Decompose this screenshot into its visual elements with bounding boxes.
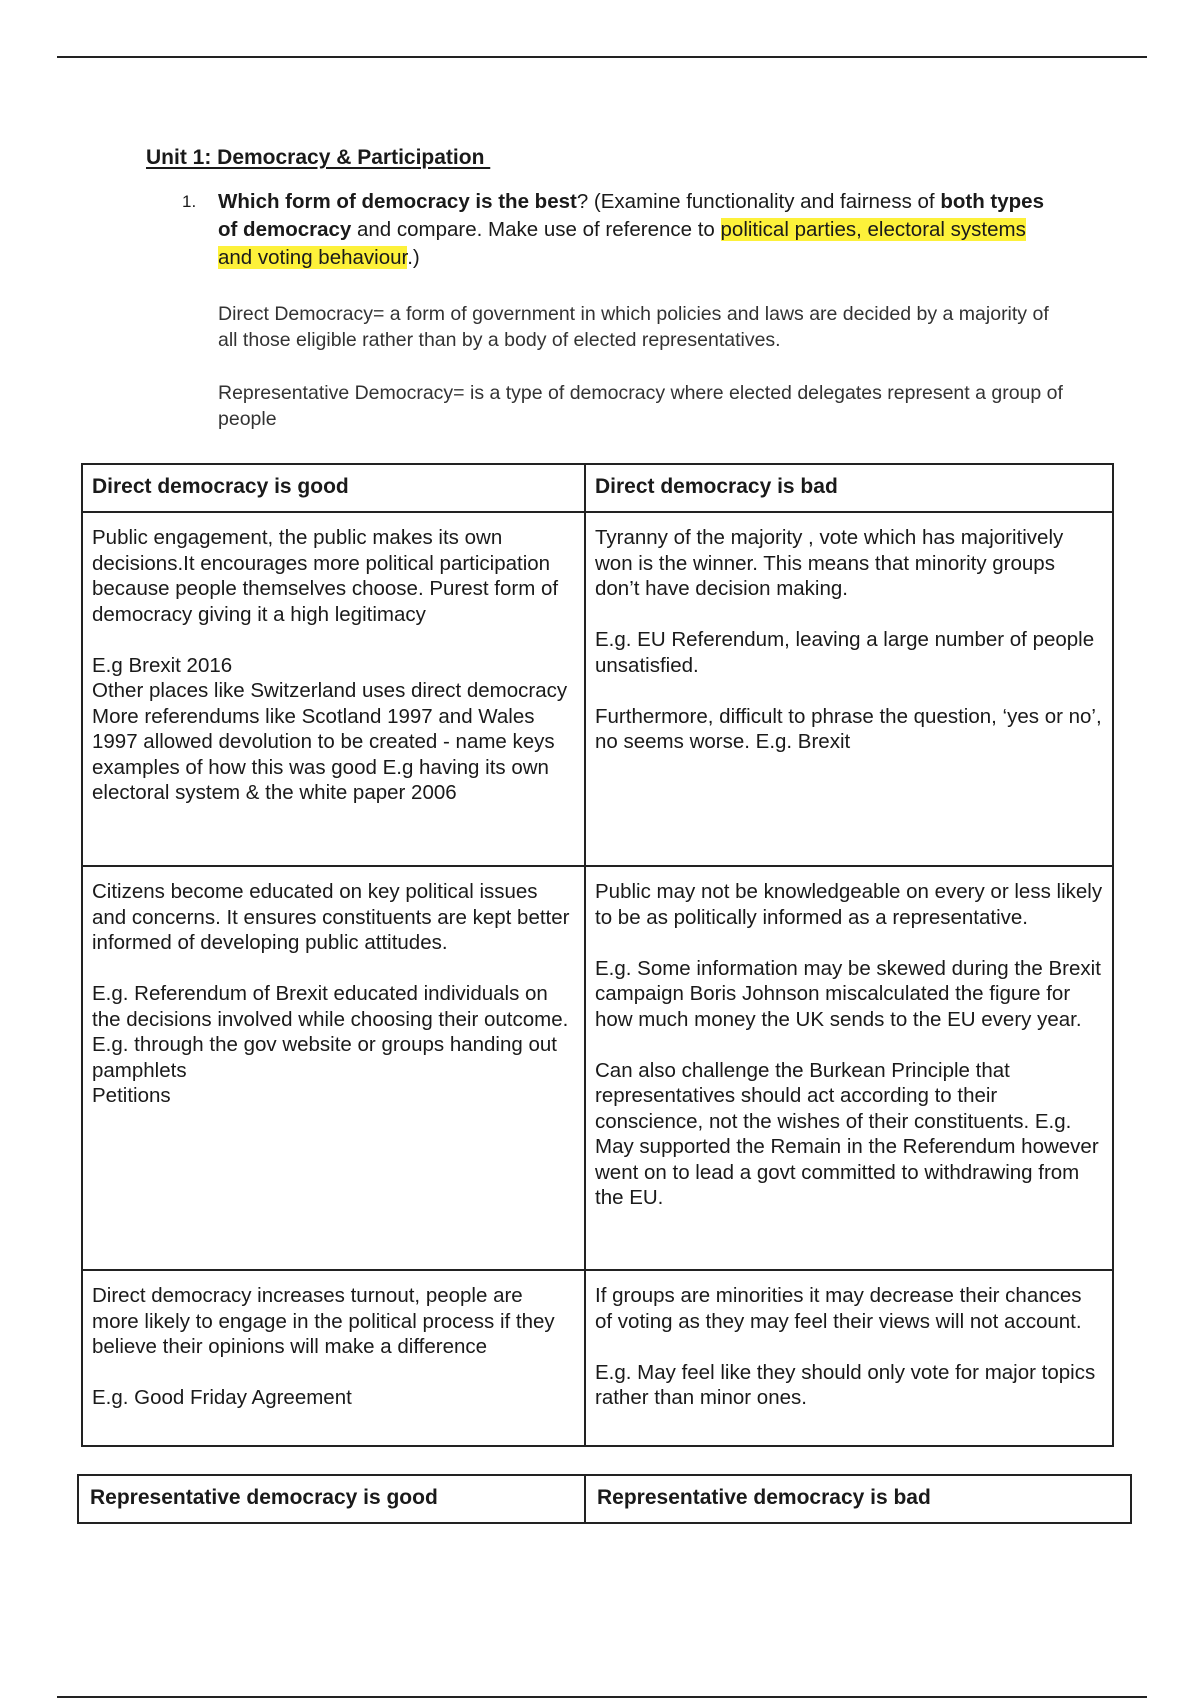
question-item bbox=[182, 188, 1062, 272]
table-row bbox=[82, 512, 1113, 866]
cell-good bbox=[82, 512, 585, 866]
cell-good bbox=[82, 866, 585, 1270]
question-text-1: ? (Examine functionality and fairness of bbox=[576, 190, 941, 213]
cell-paragraph: Public may not be knowledgeable on every or less likely to be as politically informed as a representative. bbox=[595, 880, 1103, 929]
question-bold-1: Which form of democracy is the best bbox=[218, 190, 577, 213]
cell-paragraph: E.g Brexit 2016 bbox=[92, 653, 233, 677]
paragraph-gap bbox=[595, 602, 1103, 628]
header-bad: Representative democracy is bad bbox=[585, 1475, 1131, 1523]
paragraph-gap bbox=[595, 1032, 1103, 1058]
cell-paragraph: Tyranny of the majority , vote which has majoritively won is the winner. This means that minority groups don’t have decision making. bbox=[595, 526, 1064, 600]
question-highlight: political parties, electoral systems and voting behaviour bbox=[218, 218, 1026, 269]
paragraph-gap bbox=[595, 930, 1103, 956]
cell-paragraph: E.g. Good Friday Agreement bbox=[92, 1386, 352, 1409]
cell-paragraph: If groups are minorities it may decrease their chances of voting as they may feel their views will not account. bbox=[595, 1284, 1082, 1333]
question-number: 1. bbox=[182, 192, 197, 211]
question-bold-2: both types of democracy bbox=[218, 190, 1044, 241]
cell-bad bbox=[585, 1270, 1113, 1446]
cell-paragraph: E.g. Some information may be skewed during the Brexit campaign Boris Johnson miscalculated the figure for how much money the UK sends to the EU every year. bbox=[595, 956, 1101, 1031]
cell-paragraph: Citizens become educated on key political issues and concerns. It ensures constituents are kept better informed of developing public attitudes. bbox=[92, 880, 570, 954]
definition-direct: Direct Democracy= a form of government in which policies and laws are decided by a majority of all those eligible rather than by a body of elected representatives. bbox=[218, 303, 1049, 351]
header-good: Representative democracy is good bbox=[78, 1475, 585, 1523]
paragraph-gap bbox=[92, 1360, 575, 1386]
question-text-end: .) bbox=[407, 246, 420, 269]
bottom-divider bbox=[57, 1696, 1147, 1698]
cell-paragraph: Petitions bbox=[92, 1084, 171, 1107]
paragraph-gap bbox=[92, 956, 575, 982]
representative-democracy-table bbox=[77, 1474, 1132, 1524]
paragraph-gap bbox=[92, 627, 575, 653]
question-text bbox=[218, 188, 1062, 272]
cell-bad bbox=[585, 512, 1113, 866]
cell-good bbox=[82, 1270, 585, 1446]
cell-bad bbox=[585, 866, 1113, 1270]
question-text-2: and compare. Make use of reference to bbox=[351, 218, 721, 241]
cell-paragraph: More referendums like Scotland 1997 and Wales 1997 allowed devolution to be created - name keys examples of how this was good E.g having its own electoral system & the white paper 2006 bbox=[92, 704, 555, 804]
table-header-row bbox=[82, 464, 1113, 512]
cell-paragraph: Public engagement, the public makes its own decisions.It encourages more political participation because people themselves choose. Purest form of democracy giving it a high legitimacy bbox=[92, 526, 559, 626]
unit-title: Unit 1: Democracy & Participation bbox=[146, 146, 491, 169]
table-header-row bbox=[78, 1475, 1131, 1523]
cell-paragraph: Furthermore, difficult to phrase the question, ‘yes or no’, no seems worse. E.g. Brexit bbox=[595, 704, 1102, 753]
cell-paragraph: Other places like Switzerland uses direct democracy bbox=[92, 679, 568, 702]
direct-democracy-table bbox=[81, 463, 1114, 1447]
cell-paragraph: Can also challenge the Burkean Principle that representatives should act according to their conscience, not the wishes of their constituents. E.g. May supported the Remain in the Referendum however went on to lead a govt committed to withdrawing from the EU. bbox=[595, 1058, 1099, 1209]
paragraph-gap bbox=[595, 678, 1103, 704]
cell-paragraph: E.g. EU Referendum, leaving a large number of people unsatisfied. bbox=[595, 628, 1095, 677]
top-divider bbox=[57, 56, 1147, 58]
cell-paragraph: E.g. Referendum of Brexit educated individuals on the decisions involved while choosing their outcome. E.g. through the gov website or groups handing out pamphlets bbox=[92, 982, 569, 1082]
cell-paragraph: Direct democracy increases turnout, people are more likely to engage in the political process if they believe their opinions will make a difference bbox=[92, 1284, 555, 1358]
table-row bbox=[82, 1270, 1113, 1446]
table-row bbox=[82, 866, 1113, 1270]
header-bad: Direct democracy is bad bbox=[585, 464, 1113, 512]
header-good: Direct democracy is good bbox=[82, 464, 585, 512]
paragraph-gap bbox=[595, 1334, 1103, 1360]
cell-paragraph: E.g. May feel like they should only vote for major topics rather than minor ones. bbox=[595, 1360, 1096, 1409]
definition-representative: Representative Democracy= is a type of democracy where elected delegates represent a group of people bbox=[218, 382, 1063, 430]
